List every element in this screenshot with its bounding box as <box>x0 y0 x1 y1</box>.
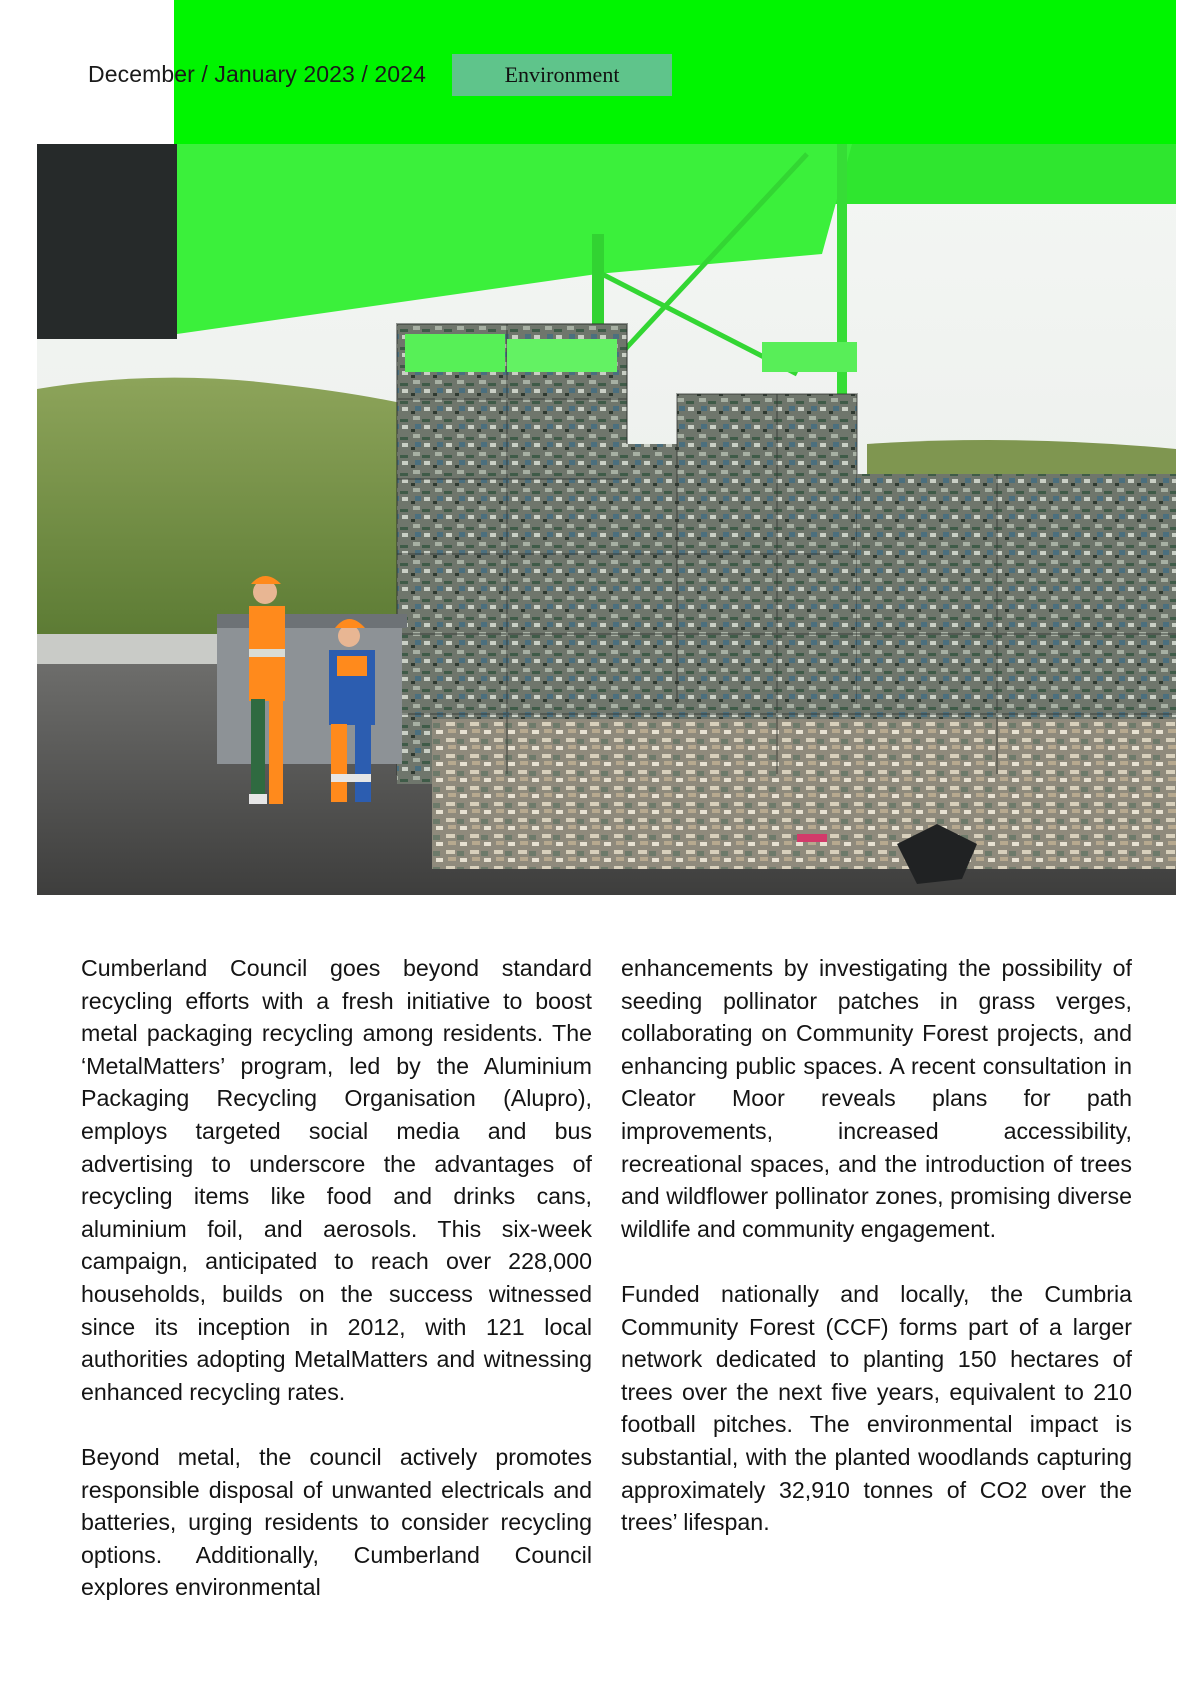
section-tag: Environment <box>452 54 672 96</box>
issue-date: December / January 2023 / 2024 <box>88 61 426 87</box>
article-photo <box>37 144 1176 895</box>
article-paragraph: Cumberland Council goes beyond standard recycling efforts with a fresh initiative to boost metal packaging recycling among residents. The ‘MetalMatters’ program, led by the Aluminium Packaging Recycling Organisation (Alupro), employs targeted social media and bus advertising to underscore the advantages of recycling items like food and drinks cans, aluminium foil, and aerosols. This six-week campaign, anticipated to reach over 228,000 households, builds on the success witnessed since its inception in 2012, with 121 local authorities adopting MetalMatters and witnessing enhanced recycling rates. <box>81 955 592 1405</box>
article-paragraph: Beyond metal, the council actively promotes responsible disposal of unwanted electricals and batteries, urging residents to consider recycling options. Additionally, Cumberland Council explores environmental <box>81 1443 592 1601</box>
article-column-left <box>81 952 592 1636</box>
article-column-right <box>621 952 1132 1571</box>
article-paragraph: Funded nationally and locally, the Cumbria Community Forest (CCF) forms part of a larger network dedicated to planting 150 hectares of trees over the next five years, equivalent to 210 football pitches. The environmental impact is substantial, with the planted woodlands capturing approximately 32,910 tonnes of CO2 over the trees’ lifespan. <box>621 1280 1132 1536</box>
article-paragraph: enhancements by investigating the possibility of seeding pollinator patches in grass verges, collaborating on Community Forest projects, and enhancing public spaces. A recent consultation in Cleator Moor reveals plans for path improvements, increased accessibility, recreational spaces, and the introduction of trees and wildflower pollinator zones, promising diverse wildlife and community engagement. <box>621 955 1132 1242</box>
